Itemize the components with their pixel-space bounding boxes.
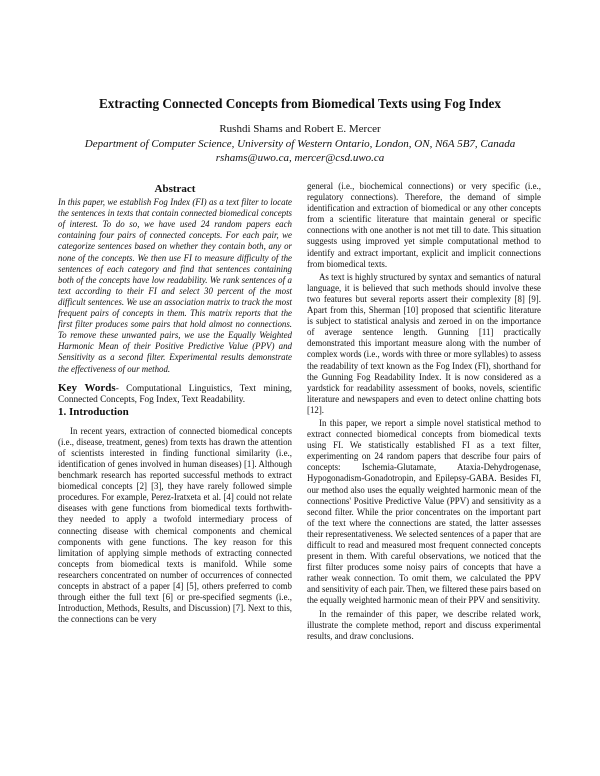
right-column [307, 181, 541, 642]
abstract-heading: Abstract [154, 183, 196, 195]
keywords [58, 383, 292, 406]
intro-paragraph-1-continued: general (i.e., biochemical connections) or very specific (i.e., regulatory connections). Therefore, the demand of simple identification and extraction of biomedical or any other concepts from a scientific literature that maintain general or specific connections with one another is not met till to date. This situation suggests using improved yet simple computational method to identify and extract important, explicit and implicit connections from biomedical texts. [307, 181, 541, 269]
intro-paragraph-2: As text is highly structured by syntax and semantics of natural language, it is believed that such methods should involve these two features but several reports assert their complexity [8] [9]. Apart from this, Sherman [10] proposed that scientific literature is subject to statistical analysis and zeroed in on the importance of average sentence length. Gunning [11] practically demonstrated this important measure along with the number of complex words (i.e., words with three or more syllables) to assess the readability of text known as the Fog Index (FI), shorthand for the Gunning Fog Readability Index. It is now considered as a yardstick for readability assessment of books, novels, scientific literature and newspapers and even to detect online chatting bots [12]. [307, 271, 541, 415]
paper-affiliation: Department of Computer Science, University of Western Ontario, London, ON, N6A 5B7, Canada [84, 138, 516, 150]
intro-paragraph-4: In the remainder of this paper, we describe related work, illustrate the complete method, report and discuss experimental results, and draw conclusions. [307, 608, 541, 641]
intro-heading: 1. Introduction [58, 405, 129, 418]
abstract-text: In this paper, we establish Fog Index (FI) as a text filter to locate the sentences in texts that contain connected biomedical concepts of interest. To do so, we have used 24 random papers each containing four pairs of connected concepts. For each pair, we categorize sentences based on whether they contain both, any or none of the concepts. We then use FI to measure difficulty of the sentences of each category and find that sentences containing both of the concepts have low readability. We rank sentences of a text according to their FI and select 30 percent of the most difficult sentences. We use an association matrix to track the most frequent pairs of concepts in them. This matrix reports that the first filter produces some pairs that hold almost no connections. To remove these unwanted pairs, we use the Equally Weighted Harmonic Mean of their Positive Predictive Value (PPV) and Sensitivity as a second filter. Experimental results demonstrate the effectiveness of our method. [58, 197, 292, 374]
paper-title: Extracting Connected Concepts from Biomedical Texts using Fog Index [99, 96, 501, 111]
paper-authors: Rushdi Shams and Robert E. Mercer [219, 123, 381, 135]
intro-paragraph-3: In this paper, we report a simple novel statistical method to extract connected biomedical concepts from biomedical texts using FI. We statistically established FI as a text filter, experimenting on 24 random papers that describe four pairs of concepts: Ischemia-Glutamate, Ataxia-Dehydrogenase, Hypogonadism-Gonadotropin, and Epilepsy-GABA. Besides FI, our method also uses the equally weighted harmonic mean of the connections' Positive Predictive Value (PPV) and sensitivity as a second filter. While the prior concentrates on the important part of the text where the connections are stated, the latter assesses their representativeness. We selected sentences of a paper that are difficult to read and measured most frequent connected concepts present in them. With careful observations, we noticed that the first filter produces some noisy pairs of concepts that have a rather weak connection. To omit them, we calculated the PPV and sensitivity of each pair. Then, we filtered these pairs based on the equally weighted harmonic mean of their PPV and sensitivity. [307, 417, 541, 606]
intro-paragraph-1: In recent years, extraction of connected biomedical concepts (i.e., disease, treatment, genes) from texts has drawn the attention of scientists interested in finding functional similarity (i.e., identification of genes involved in human diseases) [1]. Although benchmark research has reported successful methods to extract biomedical concepts [2] [3], they have rarely followed simple procedures. For example, Perez-Iratxeta et al. [4] could not relate diseases with gene functions from biomedical texts forthwith- they needed to apply a twofold intermediary process of connecting disease with chemical components and chemical components with gene functions. The key reason for this limitation of applying simple methods of extracting connected concepts from biomedical texts is manifold. While some researchers concentrated on number of occurrences of connected concepts in abstract of a paper [4] [5], others preferred to comb through either the full text [6] or pre-specified segments (i.e., Introduction, Methods, Results, and Discussion) [7]. Next to this, the connections can be very [58, 425, 292, 625]
keywords-text: - Computational Linguistics, Text mining, Connected Concepts, Fog Index, Text Readability. [58, 383, 292, 405]
left-column [58, 184, 292, 625]
paper-emails: rshams@uwo.ca, mercer@csd.uwo.ca [215, 152, 385, 164]
keywords-label: Key Words [58, 381, 116, 394]
